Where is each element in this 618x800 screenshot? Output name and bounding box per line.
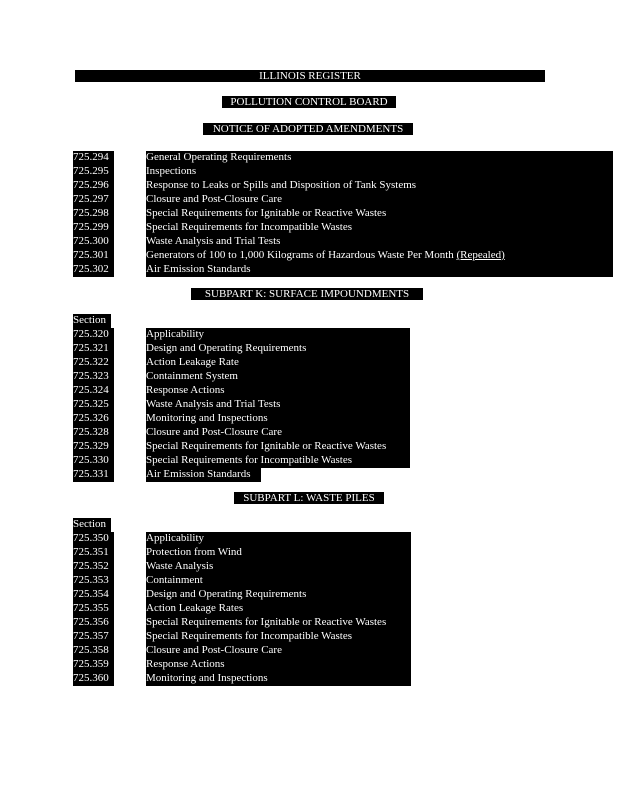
section-title: Applicability: [146, 328, 410, 342]
section-number: 725.358: [73, 644, 114, 658]
section-title: Closure and Post-Closure Care: [146, 426, 410, 440]
section-title: Response Actions: [146, 658, 411, 672]
section-number: 725.328: [73, 426, 114, 440]
section-title: Air Emission Standards: [146, 263, 613, 277]
section-number: 725.294: [73, 151, 114, 165]
section-number: 725.323: [73, 370, 114, 384]
section-title: Containment System: [146, 370, 410, 384]
section-title: Action Leakage Rate: [146, 356, 410, 370]
section-number: 725.298: [73, 207, 114, 221]
section-number: 725.295: [73, 165, 114, 179]
section-number: 725.331: [73, 468, 114, 482]
subpart-l-heading: SUBPART L: WASTE PILES: [234, 492, 384, 504]
section-number: 725.352: [73, 560, 114, 574]
section-number: 725.355: [73, 602, 114, 616]
section-number: 725.325: [73, 398, 114, 412]
section-label: Section: [73, 314, 111, 328]
section-number: 725.329: [73, 440, 114, 454]
section-title: Protection from Wind: [146, 546, 411, 560]
section-number: 725.326: [73, 412, 114, 426]
section-number: 725.301: [73, 249, 114, 263]
section-title-wrap: [146, 249, 613, 263]
section-number: 725.297: [73, 193, 114, 207]
section-number: 725.357: [73, 630, 114, 644]
section-title: Special Requirements for Ignitable or Reactive Wastes: [146, 207, 613, 221]
section-title: Air Emission Standards: [146, 468, 261, 482]
section-label: Section: [73, 518, 111, 532]
section-title: Design and Operating Requirements: [146, 342, 410, 356]
section-number: 725.351: [73, 546, 114, 560]
section-title: Monitoring and Inspections: [146, 672, 411, 686]
section-title: Inspections: [146, 165, 613, 179]
section-number: 725.353: [73, 574, 114, 588]
repealed-note: (Repealed): [456, 249, 505, 261]
register-title: ILLINOIS REGISTER: [75, 70, 545, 82]
notice-title: NOTICE OF ADOPTED AMENDMENTS: [203, 123, 413, 135]
section-number: 725.302: [73, 263, 114, 277]
section-title: Generators of 100 to 1,000 Kilograms of Hazardous Waste Per Month: [146, 249, 454, 261]
section-title: Containment: [146, 574, 411, 588]
section-title: Special Requirements for Incompatible Wastes: [146, 454, 410, 468]
section-number: 725.356: [73, 616, 114, 630]
board-title: POLLUTION CONTROL BOARD: [222, 96, 396, 108]
section-number: 725.360: [73, 672, 114, 686]
section-title: Response Actions: [146, 384, 410, 398]
section-title: Closure and Post-Closure Care: [146, 644, 411, 658]
section-number: 725.299: [73, 221, 114, 235]
section-number: 725.321: [73, 342, 114, 356]
section-number: 725.350: [73, 532, 114, 546]
section-number: 725.300: [73, 235, 114, 249]
section-number: 725.330: [73, 454, 114, 468]
section-title: Monitoring and Inspections: [146, 412, 410, 426]
section-title: Applicability: [146, 532, 411, 546]
section-number: 725.322: [73, 356, 114, 370]
section-title: Waste Analysis: [146, 560, 411, 574]
subpart-k-heading: SUBPART K: SURFACE IMPOUNDMENTS: [191, 288, 423, 300]
section-title: Special Requirements for Incompatible Wastes: [146, 630, 411, 644]
section-number: 725.359: [73, 658, 114, 672]
section-title: Special Requirements for Ignitable or Reactive Wastes: [146, 440, 410, 454]
section-title: Action Leakage Rates: [146, 602, 411, 616]
section-title: Closure and Post-Closure Care: [146, 193, 613, 207]
section-number: 725.296: [73, 179, 114, 193]
section-title: Response to Leaks or Spills and Disposition of Tank Systems: [146, 179, 613, 193]
section-title: Waste Analysis and Trial Tests: [146, 398, 410, 412]
section-number: 725.324: [73, 384, 114, 398]
section-number: 725.354: [73, 588, 114, 602]
section-title: Special Requirements for Incompatible Wastes: [146, 221, 613, 235]
section-title: Special Requirements for Ignitable or Reactive Wastes: [146, 616, 411, 630]
section-title: Design and Operating Requirements: [146, 588, 411, 602]
section-number: 725.320: [73, 328, 114, 342]
section-title: Waste Analysis and Trial Tests: [146, 235, 613, 249]
section-title: General Operating Requirements: [146, 151, 613, 165]
